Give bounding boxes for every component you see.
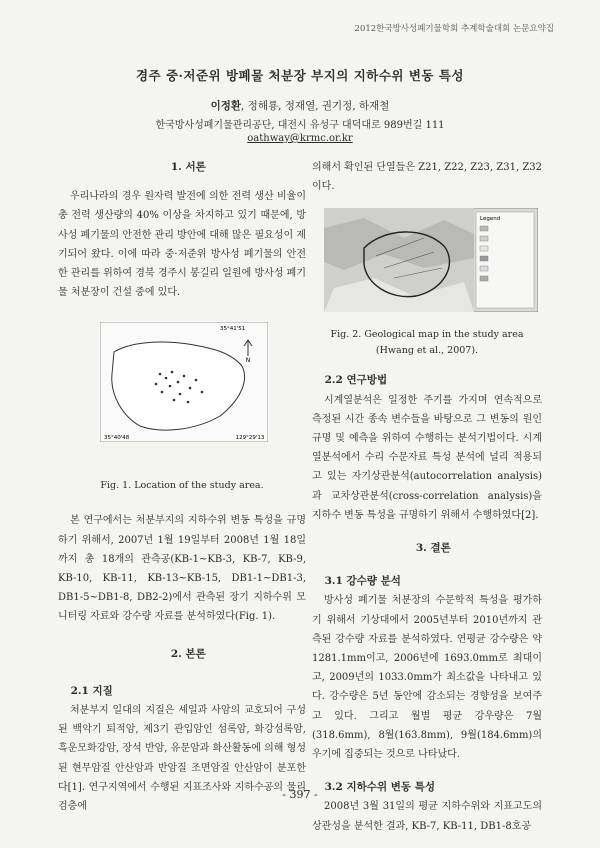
fig2-legend-title: Legend — [480, 216, 501, 222]
result-heading: 3. 결론 — [415, 542, 451, 555]
fig2-caption-line-1: Fig. 2. Geological map in the study area — [330, 329, 524, 340]
figure-2-caption — [312, 327, 542, 359]
geology-heading: 2.1 지질 — [70, 684, 113, 697]
groundwater-heading: 3.2 지하수위 변동 특성 — [324, 781, 435, 794]
rainfall-paragraph: 방사성 폐기물 처분장의 수문학적 특성을 평가하기 위해서 기상대에서 2005년부터 2010년까지 관측된 강수량 자료를 분석하였다. 연평균 강수량은 약 1281.1mm이고, 2006년에 1693.0mm로 최대이고, 2009년의 1033.0mm가 최소값을 나타내고 있다. 강수량은 5년 동안에 감소되는 경향성을 보여주고 있다. 그리고 월별 평균 강우량은 7월(318.6mm), 8월(163.8mm), 9월(184.6mm)의 우기에 집중되는 것으로 나타났다. — [312, 595, 542, 761]
fig1-lat-bottom: 35°40'48 — [104, 435, 130, 441]
fig1-lat-top: 35°41'51 — [220, 326, 246, 332]
first-author: 이정환 — [210, 100, 241, 112]
author-list — [0, 98, 600, 113]
email[interactable]: oathway@krmc.or.kr — [247, 133, 353, 144]
body-heading: 2. 본론 — [170, 647, 206, 660]
geology-paragraph-continued: 의해서 확인된 단열들은 Z21, Z22, Z23, Z31, Z32이다. — [312, 162, 542, 193]
co-authors: , 정해룡, 정재열, 권기정, 하재철 — [241, 100, 390, 112]
affiliation: 한국방사성폐기물관리공단, 대전시 유성구 대덕대로 989번길 111 — [155, 120, 445, 131]
running-head: 2012한국방사성폐기물학회 추계학술대회 논문요약집 — [354, 24, 554, 34]
method-paragraph: 시계열분석은 일정한 주기를 가지며 연속적으로 측정된 시간 종속 변수들을 바탕으로 그 변동의 원인 규명 및 예측을 위하여 수행하는 분석기법이다. 시계열분석에서 수리 수문자료 특성 분석에 널리 적용되고 있는 자기상관분석(autocorrelation analysis)과 교차상관분석(cross-correlation analysis)을 지하수 변동 특성을 규명하기 위해서 수행하였다[2]. — [312, 394, 542, 521]
geology-paragraph: 처분부지 일대의 지질은 셰일과 사암의 교호되어 구성된 백악기 퇴적암, 제3기 관입암인 섬록암, 화강섬록암, 흑운모화강암, 장석 반암, 유문암과 화산활동에 의해 형성된 현무암질 안산암과 반암질 조면암질 안산암이 분포한다[1]. 연구지역에서 수행된 지표조사와 지하수공의 물리검층에 — [58, 705, 306, 813]
intro-paragraph-1: 우리나라의 경우 원자력 발전에 의한 전력 생산 비율이 총 전력 생산량의 40% 이상을 차지하고 있기 때문에, 방사성 폐기물의 안전한 관리 방안에 대해 많은 필요성이 제기되어 왔다. 이에 따라 중·저준위 방사성 폐기물의 안전한 관리를 위하여 경북 경주시 봉길리 일원에 방사성 폐기물 처분장이 건설 중에 있다. — [58, 191, 306, 299]
rainfall-heading: 3.1 강수량 분석 — [324, 575, 401, 588]
intro-heading: 1. 서론 — [170, 161, 206, 173]
fig1-lon: 129°29'13 — [235, 435, 265, 441]
page-number: - 397 - — [282, 788, 318, 801]
paper-title: 경주 중·저준위 방폐물 처분장 부지의 지하수위 변동 특성 — [135, 68, 465, 83]
intro-paragraph-2: 본 연구에서는 처분부지의 지하수위 변동 특성을 규명하기 위해서, 2007년 1월 19일부터 2008년 1월 18일까지 총 18개의 관측공(KB-1~KB-3, KB-7, KB-9, KB-10, KB-11, KB-13~KB-15, DB1-1~DB1-3, DB1-5~DB1-8, DB2-2)에서 관측된 장기 지하수위 모니터링 자료와 강수량 자료를 분석하였다(Fig. 1). — [58, 515, 306, 623]
svg-text:N: N — [245, 357, 251, 364]
groundwater-paragraph: 2008년 3월 31일의 평균 지하수위와 지표고도의 상관성을 분석한 결과, KB-7, KB-11, DB1-8호공 — [312, 801, 542, 832]
figure-1-caption: Fig. 1. Location of the study area. — [100, 480, 264, 491]
figure-2-geological-map — [324, 208, 538, 312]
fig2-caption-line-2: (Hwang et al., 2007). — [375, 345, 479, 356]
method-heading: 2.2 연구방법 — [324, 374, 388, 387]
figure-1-location-map — [100, 322, 268, 442]
